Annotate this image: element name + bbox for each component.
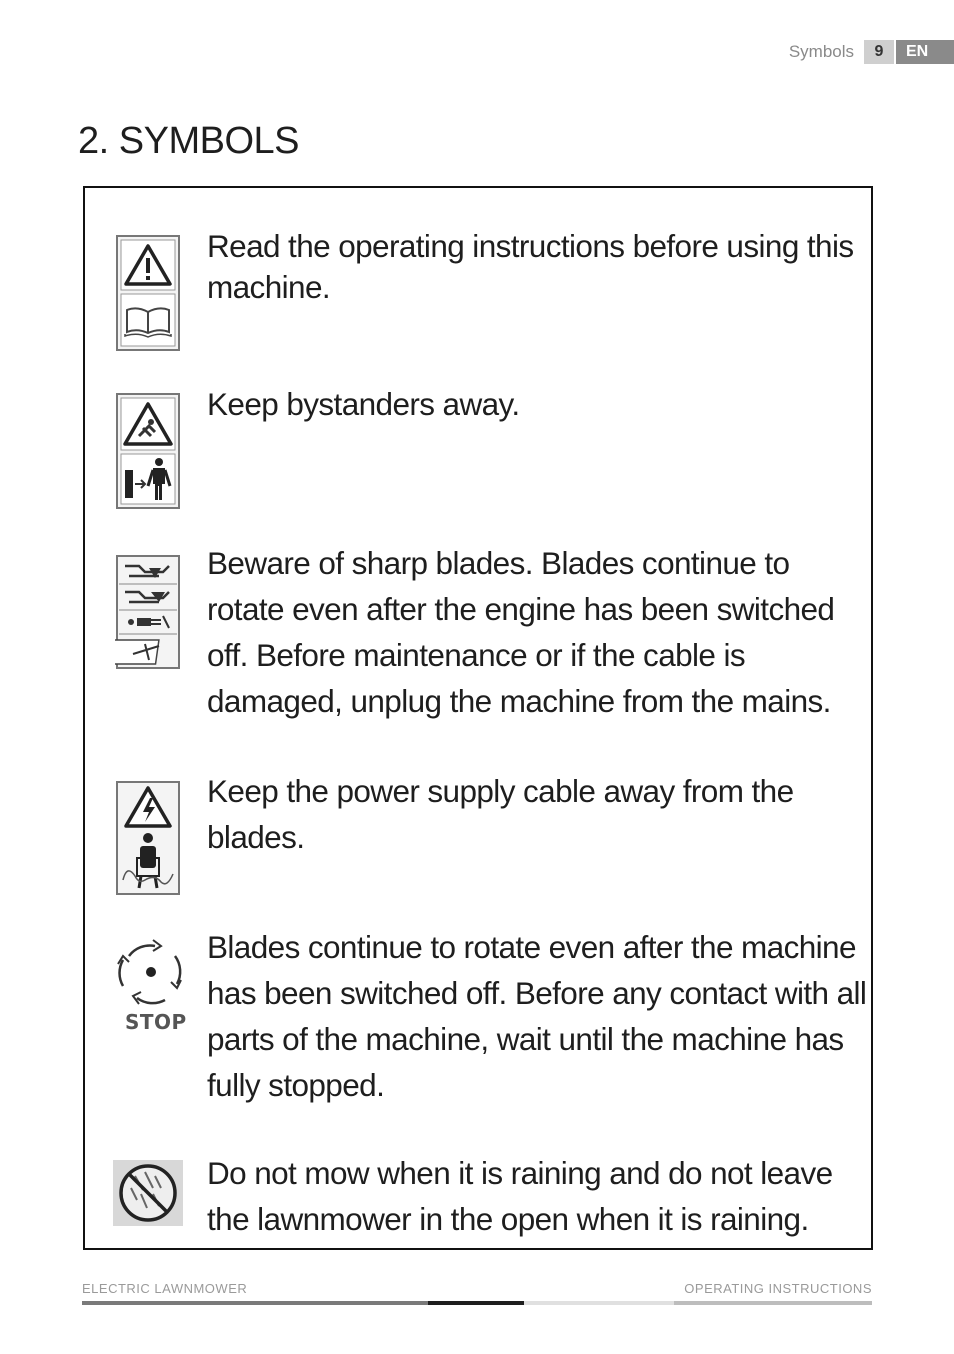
footer-rule-light [524, 1301, 674, 1305]
header-language-tab: EN [896, 40, 954, 64]
stop-icon-label: STOP [125, 1010, 187, 1034]
footer-rule-left [82, 1301, 428, 1305]
symbol-text-read-manual: Read the operating instructions before using this machine. [207, 228, 854, 305]
footer-rule-center [428, 1301, 524, 1305]
symbol-text-rain: Do not mow when it is raining and do not leave the lawnmower in the open when it is raining. [207, 1155, 833, 1237]
header-section-label: Symbols [788, 42, 854, 61]
no-mowing-in-rain-icon [113, 1160, 183, 1226]
keep-bystanders-away-icon [115, 392, 181, 510]
footer-product-name: ELECTRIC LAWNMOWER [82, 1281, 248, 1296]
cable-away-from-blades-icon [115, 780, 181, 896]
read-manual-warning-icon [115, 234, 181, 352]
page-header [789, 40, 954, 64]
sharp-blades-unplug-icon [115, 554, 181, 670]
symbol-text-blade-stop: Blades continue to rotate even after the machine has been switched off. Before any contact with all parts of the machine, wait until the machine has fully stopped. [207, 929, 867, 1103]
footer-document-type: OPERATING INSTRUCTIONS [684, 1281, 872, 1296]
symbol-text-sharp-blades: Beware of sharp blades. Blades continue to rotate even after the engine has been switched off. Before maintenance or if the cable is damaged, unplug the machine from the mains. [207, 545, 835, 719]
symbols-table [83, 186, 873, 1250]
symbol-text-bystanders: Keep bystanders away. [207, 386, 520, 422]
header-page-number: 9 [864, 40, 894, 64]
footer-rule-right [674, 1301, 872, 1305]
page-title: 2. SYMBOLS [78, 120, 299, 162]
symbol-text-cable: Keep the power supply cable away from the blades. [207, 773, 794, 855]
